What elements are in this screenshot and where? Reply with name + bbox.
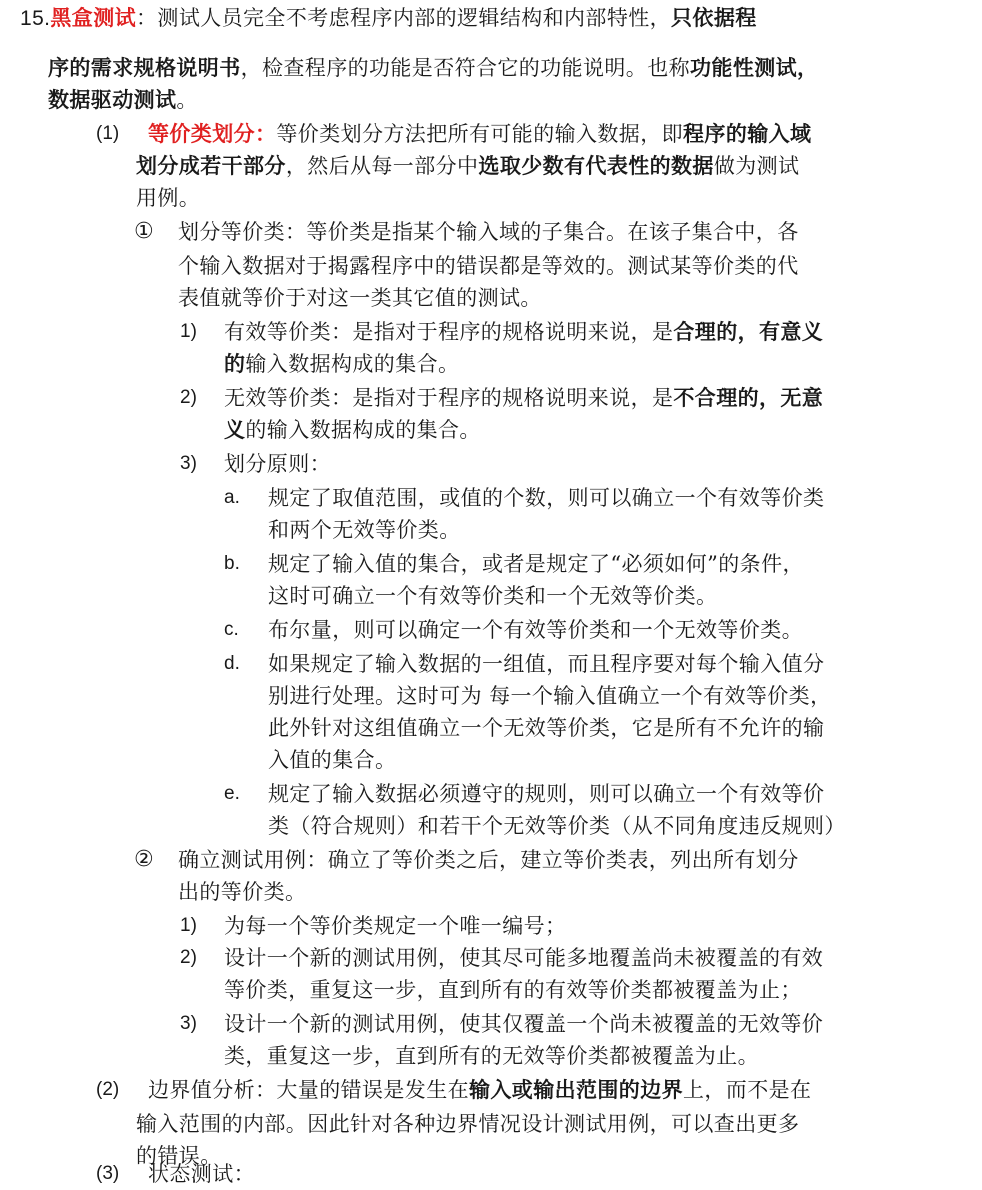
- section-1-emphasis: 程序的输入域: [683, 122, 812, 146]
- circle-2-item-2-line-2: 等价类，重复这一步，直到所有的有效等价类都被覆盖为止；: [224, 978, 802, 1002]
- section-1-line-2: [136, 150, 799, 182]
- item-15-emphasis-3: 功能性测试，: [690, 56, 819, 80]
- rule-c-marker: c.: [224, 619, 239, 640]
- circle-1-item-2-line-2: [224, 414, 481, 446]
- c1-i2-text-2: 的输入数据构成的集合。: [245, 418, 481, 442]
- section-1-emphasis-2: 划分成若干部分: [136, 154, 286, 178]
- section-2-text-2: 上，而不是在: [683, 1078, 812, 1102]
- c1-i1-text-2: 输入数据构成的集合。: [245, 352, 460, 376]
- circle-2-item-3-line-1: 设计一个新的测试用例，使其仅覆盖一个尚未被覆盖的无效等价: [224, 1012, 824, 1036]
- rule-d-marker: d.: [224, 653, 240, 674]
- section-2-text: 边界值分析：大量的错误是发生在: [148, 1078, 469, 1102]
- circle-2-item-1-marker: 1): [180, 915, 197, 936]
- section-1-title: 等价类划分：: [148, 122, 277, 146]
- rule-d-line-4: 入值的集合。: [268, 748, 397, 772]
- rule-a-marker: a.: [224, 487, 240, 508]
- item-15-line-1: [20, 2, 757, 35]
- section-1-text-2: ，然后从每一部分中: [285, 154, 479, 178]
- rule-e-line-2: 类（符合规则）和若干个无效等价类（从不同角度违反规则）: [268, 814, 846, 838]
- section-1-emphasis-3: 选取少数有代表性的数据: [478, 154, 714, 178]
- item-15-emphasis: 只依据程: [671, 6, 757, 30]
- circle-1-line-2: 个输入数据对于揭露程序中的错误都是等效的。测试某等价类的代: [178, 254, 799, 278]
- circle-1-item-2-marker: 2): [180, 387, 197, 408]
- rule-b-line-1: 规定了输入值的集合，或者是规定了“必须如何”的条件，: [268, 552, 804, 576]
- rule-e-line-1: 规定了输入数据必须遵守的规则，则可以确立一个有效等价: [268, 782, 825, 806]
- circle-2-item-1-line-1: 为每一个等价类规定一个唯一编号；: [224, 914, 567, 938]
- section-1-marker: (1): [96, 123, 120, 144]
- circle-2-item-2-marker: 2): [180, 947, 197, 968]
- c1-i1-emphasis: 合理的，有意义: [673, 320, 824, 344]
- section-3-line-1: 状态测试：: [148, 1162, 255, 1186]
- rule-d-line-2: 别进行处理。这时可为 每一个输入值确立一个有效等价类，: [268, 684, 832, 708]
- rule-c-line-1: 布尔量，则可以确定一个有效等价类和一个无效等价类。: [268, 618, 803, 642]
- circle-1-line-3: 表值就等价于对这一类其它值的测试。: [178, 286, 542, 310]
- item-15-line-3: [48, 84, 198, 116]
- item-15-emphasis-2: 序的需求规格说明书: [48, 56, 241, 80]
- c1-i1-emphasis-2: 的: [224, 352, 246, 376]
- c1-i2-text: 无效等价类：是指对于程序的规格说明来说，是: [224, 386, 674, 410]
- item-15-colon: ：: [136, 6, 158, 30]
- section-2-marker: (2): [96, 1079, 120, 1100]
- section-2-line-1: [148, 1074, 811, 1106]
- item-15-line-2: [48, 52, 818, 84]
- rule-b-marker: b.: [224, 553, 240, 574]
- circle-2-line-2: 出的等价类。: [178, 880, 307, 904]
- section-1-line-1: [148, 118, 811, 150]
- section-2-line-3: 的错误。: [136, 1144, 222, 1168]
- rule-a-line-1: 规定了取值范围，或值的个数，则可以确立一个有效等价类: [268, 486, 825, 510]
- circle-1-item-3-marker: 3): [180, 453, 197, 474]
- section-3-marker: (3): [96, 1163, 120, 1184]
- circle-1-item-3-line-1: 划分原则：: [224, 452, 331, 476]
- item-15-title: 黑盒测试: [50, 6, 137, 30]
- item-15-number: 15.: [20, 7, 51, 30]
- section-2-line-2: 输入范围的内部。因此针对各种边界情况设计测试用例，可以查出更多: [136, 1112, 800, 1136]
- rule-e-marker: e.: [224, 783, 240, 804]
- section-1-text-3: 做为测试: [713, 154, 800, 178]
- rule-d-line-3: 此外针对这组值确立一个无效等价类，它是所有不允许的输: [268, 716, 825, 740]
- circle-1-item-1-marker: 1): [180, 321, 197, 342]
- item-15-text: 测试人员完全不考虑程序内部的逻辑结构和内部特性，: [157, 6, 672, 30]
- c1-i2-emphasis: 不合理的，无意: [673, 386, 824, 410]
- item-15-period: 。: [176, 88, 198, 112]
- rule-a-line-2: 和两个无效等价类。: [268, 518, 461, 542]
- section-1-text: 等价类划分方法把所有可能的输入数据，即: [276, 122, 684, 146]
- item-15-text-2: ，检查程序的功能是否符合它的功能说明。也称: [240, 56, 691, 80]
- circle-2-item-2-line-1: 设计一个新的测试用例，使其尽可能多地覆盖尚未被覆盖的有效: [224, 946, 824, 970]
- section-2-emphasis: 输入或输出范围的边界: [469, 1078, 683, 1102]
- c1-i2-emphasis-2: 义: [224, 418, 246, 442]
- item-15-emphasis-4: 数据驱动测试: [48, 88, 177, 112]
- circle-1-item-1-line-1: [224, 316, 823, 348]
- section-1-line-3: 用例。: [136, 186, 201, 210]
- circle-1-item-2-line-1: [224, 382, 823, 414]
- circle-2-line-1: 确立测试用例：确立了等价类之后，建立等价类表，列出所有划分: [178, 848, 799, 872]
- circle-2-item-3-line-2: 类，重复这一步，直到所有的无效等价类都被覆盖为止。: [224, 1044, 759, 1068]
- circle-1-line-1: 划分等价类：等价类是指某个输入域的子集合。在该子集合中，各: [178, 220, 799, 244]
- c1-i1-text: 有效等价类：是指对于程序的规格说明来说，是: [224, 320, 674, 344]
- rule-b-line-2: 这时可确立一个有效等价类和一个无效等价类。: [268, 584, 718, 608]
- rule-d-line-1: 如果规定了输入数据的一组值，而且程序要对每个输入值分: [268, 652, 825, 676]
- circle-1-item-1-line-2: [224, 348, 459, 380]
- circle-2-item-3-marker: 3): [180, 1013, 197, 1034]
- circle-2-marker: ②: [134, 847, 154, 872]
- circle-1-marker: ①: [134, 219, 154, 244]
